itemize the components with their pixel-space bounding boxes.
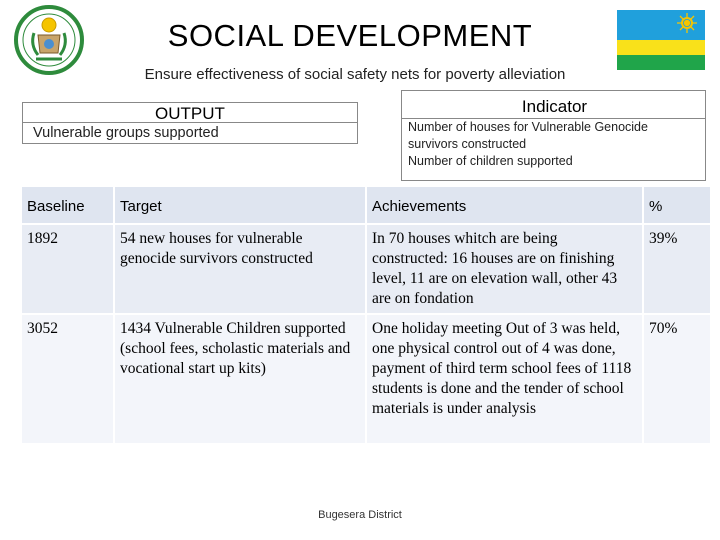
- percent-cell: 39%: [644, 225, 710, 313]
- table-header-row: [22, 187, 710, 223]
- header-baseline: Baseline: [22, 187, 113, 223]
- table-row: [22, 315, 710, 443]
- indicator-line: survivors constructed: [408, 137, 527, 151]
- target-cell: 54 new houses for vulnerable genocide survivors constructed: [115, 225, 365, 313]
- header-target: Target: [115, 187, 365, 223]
- achievements-table: [20, 185, 712, 445]
- page-title: SOCIAL DEVELOPMENT: [167, 18, 533, 53]
- achievement-cell: In 70 houses whitch are being constructed: 16 houses are on finishing level, 11 are on elevation wall, other 43 are on fondation: [367, 225, 642, 313]
- output-text: Vulnerable groups supported: [33, 125, 219, 141]
- baseline-cell: 1892: [22, 225, 113, 313]
- baseline-cell: 3052: [22, 315, 113, 443]
- table-row: [22, 225, 710, 313]
- percent-cell: 70%: [644, 315, 710, 443]
- indicator-line: Number of children supported: [408, 154, 573, 168]
- rwanda-flag-icon: [617, 10, 705, 70]
- output-box: [22, 102, 358, 144]
- indicator-line: Number of houses for Vulnerable Genocide: [408, 120, 648, 134]
- header-achievements: Achievements: [367, 187, 642, 223]
- achievement-cell: One holiday meeting Out of 3 was held, one physical control out of 4 was done, payment of third term school fees of 1118 students is done and the tender of school materials is under analysis: [367, 315, 642, 443]
- target-cell: 1434 Vulnerable Children supported (school fees, scholastic materials and vocational start up kits): [115, 315, 365, 443]
- header-percent: %: [644, 187, 710, 223]
- indicator-box: [401, 90, 706, 181]
- footer-district: Bugesera District: [318, 509, 402, 521]
- sun-icon: [677, 13, 697, 33]
- output-heading: OUTPUT: [23, 103, 357, 123]
- indicator-heading: Indicator: [402, 91, 705, 119]
- page-subtitle: Ensure effectiveness of social safety nets for poverty alleviation: [144, 66, 566, 83]
